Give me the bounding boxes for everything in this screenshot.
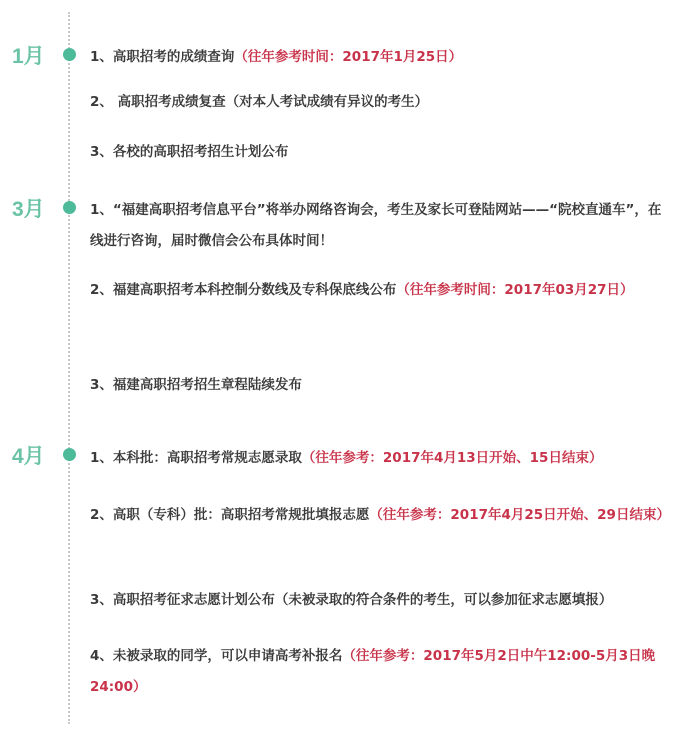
item-highlight: （往年参考：2017年5月2日中午12:00-5月3日晚24:00）: [90, 648, 656, 695]
item-text: 2、 高职招考成绩复查（对本人考试成绩有异议的考生）: [90, 94, 429, 110]
list-item-jan-3: [90, 137, 674, 168]
item-text: 1、高职招考的成绩查询: [90, 49, 235, 65]
item-highlight: （往年参考时间：2017年1月25日）: [234, 49, 463, 65]
item-text: 2、福建高职招考本科控制分数线及专科保底线公布: [90, 282, 397, 298]
list-item-mar-1: [90, 195, 674, 257]
item-text: 2、高职（专科）批：高职招考常规批填报志愿: [90, 507, 370, 523]
list-item-apr-3: [90, 585, 674, 616]
timeline-dot-apr: [63, 448, 76, 461]
month-label-jan: 1月: [12, 45, 45, 68]
timeline-dot-jan: [63, 48, 76, 61]
item-text: 3、福建高职招考招生章程陆续发布: [90, 377, 302, 393]
list-item-apr-2: [90, 500, 674, 531]
list-item-apr-4: [90, 641, 674, 703]
list-item-jan-2: [90, 87, 674, 118]
item-text: 1、“福建高职招考信息平台”将举办网络咨询会，考生及家长可登陆网站——“院校直通车”，在线进行咨询，届时微信会公布具体时间！: [90, 202, 662, 249]
timeline-dot-mar: [63, 201, 76, 214]
list-item-mar-3: [90, 370, 674, 401]
month-label-apr: 4月: [12, 445, 45, 468]
item-highlight: （往年参考时间：2017年03月27日）: [396, 282, 634, 298]
item-text: 4、未被录取的同学，可以申请高考补报名: [90, 648, 343, 664]
list-item-mar-2: [90, 275, 674, 306]
item-highlight: （往年参考：2017年4月25日开始、29日结束）: [369, 507, 670, 523]
item-text: 3、高职招考征求志愿计划公布（未被录取的符合条件的考生，可以参加征求志愿填报）: [90, 592, 613, 608]
timeline-line: [68, 12, 70, 724]
item-highlight: （往年参考：2017年4月13日开始、15日结束）: [301, 450, 603, 466]
month-label-mar: 3月: [12, 198, 45, 221]
list-item-jan-1: [90, 42, 674, 73]
item-text: 1、本科批：高职招考常规志愿录取: [90, 450, 302, 466]
list-item-apr-1: [90, 443, 674, 474]
item-text: 3、各校的高职招考招生计划公布: [90, 144, 289, 160]
